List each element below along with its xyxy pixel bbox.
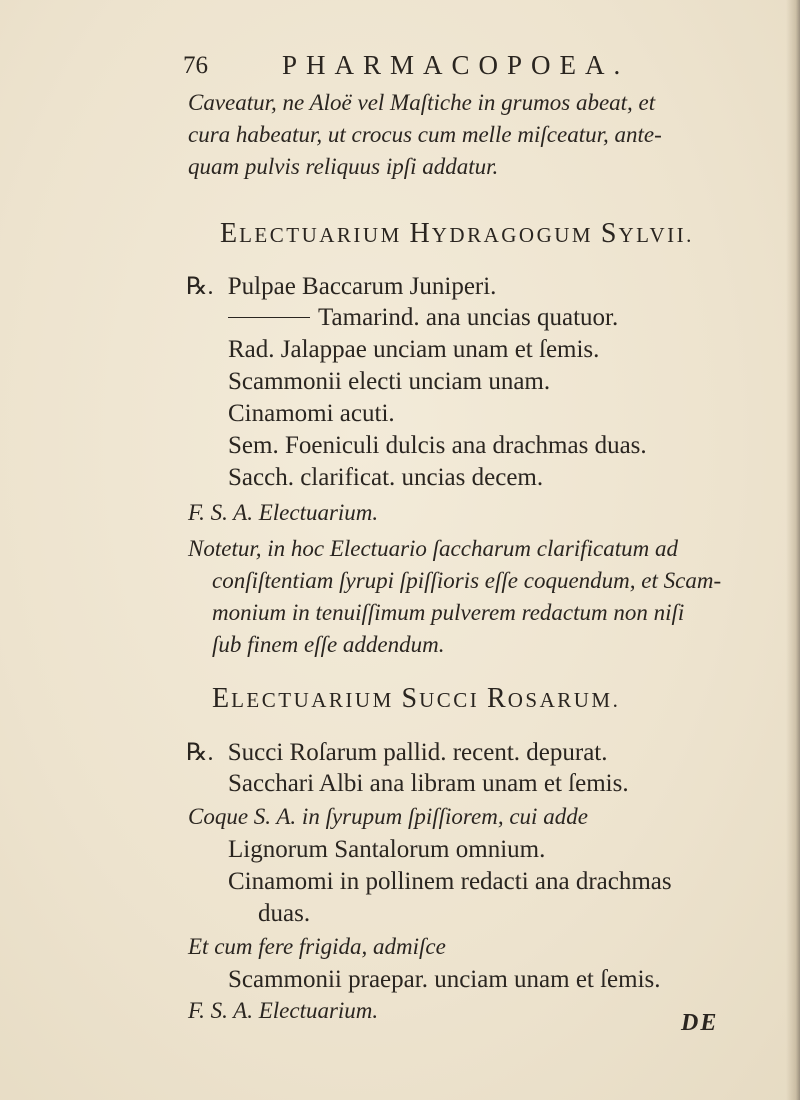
heading-part: LECTUARIUM: [231, 688, 402, 712]
note-line: conſiſtentiam ſyrupi ſpiſſioris eſſe coquendum, et Scam-: [212, 568, 722, 593]
note-line: monium in tenuiſſimum pulverem redactum non niſi: [212, 600, 685, 625]
fsa-line: F. S. A. Electuarium.: [188, 500, 379, 525]
ingredient-line: Rad. Jalappae unciam unam et ſemis.: [228, 336, 600, 363]
ingredient-line: [228, 304, 618, 332]
ingredient-line: Scammonii electi unciam unam.: [228, 368, 551, 395]
recipe-sign: ℞.: [186, 274, 214, 300]
ingredient-line: Scammonii praepar. unciam unam et ſemis.: [228, 966, 661, 993]
ingredient-line: [186, 738, 608, 767]
heading-part: S: [401, 683, 420, 714]
page-number: 76: [183, 52, 208, 79]
section-heading-hydragogum: [220, 218, 694, 250]
ingredient-line: Cinamomi in pollinem redacti ana drachmas: [228, 868, 672, 895]
heading-part: H: [409, 218, 432, 249]
fsa-line: F. S. A. Electuarium.: [188, 998, 379, 1023]
ingredient-line: Sacchari Albi ana libram unam et ſemis.: [228, 770, 629, 797]
ingredient-line: Lignorum Santalorum omnium.: [228, 836, 546, 863]
heading-part: OSARUM.: [507, 688, 621, 712]
instruction-line: Et cum fere frigida, admiſce: [188, 934, 446, 959]
ditto-dash: [228, 317, 310, 318]
ingredient-line: duas.: [258, 900, 311, 927]
note-line: ſub finem eſſe addendum.: [212, 632, 445, 657]
catchword: DE: [681, 1010, 719, 1036]
running-title: PHARMACOPOEA.: [282, 50, 630, 80]
heading-part: S: [600, 218, 619, 249]
recipe-sign: ℞.: [186, 740, 214, 766]
heading-part: E: [212, 683, 232, 714]
intro-line: Caveatur, ne Aloë vel Maſtiche in grumos abeat, et: [188, 90, 656, 115]
ingredient-text: Succi Roſarum pallid. recent. depurat.: [227, 739, 608, 766]
section-heading-rosarum: [212, 683, 620, 715]
ingredient-line: Sacch. clarificat. uncias decem.: [228, 464, 544, 491]
heading-part: LECTUARIUM: [239, 223, 410, 247]
ingredient-line: [186, 272, 496, 301]
ingredient-line: Cinamomi acuti.: [228, 400, 395, 427]
heading-part: YLVII.: [618, 223, 694, 247]
ingredient-text: Pulpae Baccarum Juniperi.: [227, 273, 497, 300]
instruction-line: Coque S. A. in ſyrupum ſpiſſiorem, cui adde: [188, 804, 588, 829]
page-edge-shadow: [786, 0, 800, 1100]
heading-part: YDRAGOGUM: [431, 223, 601, 247]
intro-line: quam pulvis reliquus ipſi addatur.: [188, 154, 499, 179]
ingredient-line: Sem. Foeniculi dulcis ana drachmas duas.: [228, 432, 647, 459]
heading-part: E: [220, 218, 240, 249]
ingredient-text: Tamarind. ana uncias quatuor.: [318, 304, 619, 331]
note-line: Notetur, in hoc Electuario ſaccharum clarificatum ad: [188, 536, 678, 561]
heading-part: UCCI: [419, 688, 488, 712]
intro-line: cura habeatur, ut crocus cum melle miſceatur, ante-: [188, 122, 662, 147]
heading-part: R: [487, 683, 508, 714]
